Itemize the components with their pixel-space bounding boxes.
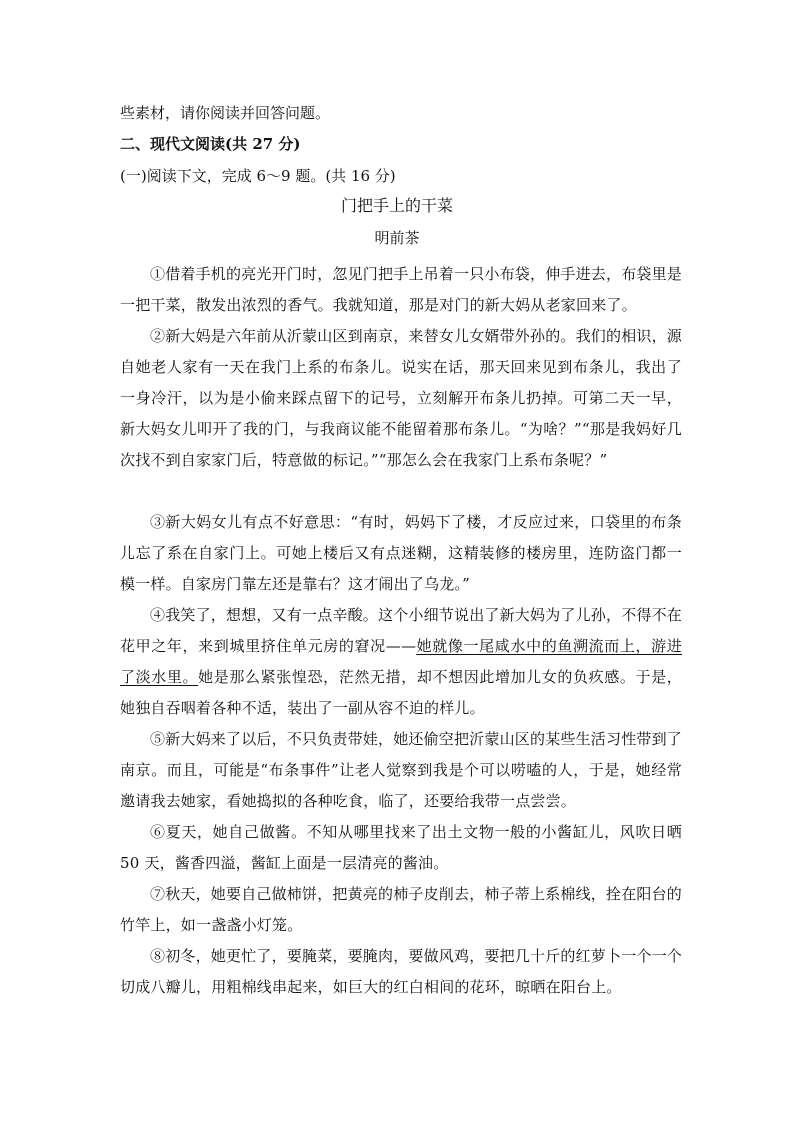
paragraph-2: ②新大妈是六年前从沂蒙山区到南京，来替女儿女婿带外孙的。我们的相识，源自她老人家有一天在我门上系的布条儿。说实在话，那天回来见到布条儿，我出了一身冷汗，以为是小偷来踩点留下的记号，立刻解开布条儿扔掉。可第二天一早，新大妈女儿叩开了我的门，与我商议能不能留着那布条儿。“为啥？”“那是我妈好几次找不到自家家门后，特意做的标记。”“那怎么会在我家门上系布条呢？” xyxy=(120,327,683,469)
section-heading: 二、现代文阅读(共 27 分) xyxy=(120,135,301,153)
paragraph-5: ⑤新大妈来了以后，不只负责带娃，她还偷空把沂蒙山区的某些生活习性带到了南京。而且，可能是“布条事件”让老人觉察到我是个可以唠嗑的人，于是，她经常邀请我去她家，看她捣拟的各种吃食，临了，还要给我带一点尝尝。 xyxy=(120,730,683,810)
continuation-line: 些素材，请你阅读并回答问题。 xyxy=(120,104,331,122)
paragraph-8: ⑧初冬，她更忙了，要腌菜，要腌肉，要做风鸡，要把几十斤的红萝卜一个一个切成八瓣儿，用粗棉线串起来，如巨大的红白相间的花环，晾晒在阳台上。 xyxy=(120,947,683,996)
paragraph-3: ③新大妈女儿有点不好意思：“有时，妈妈下了楼，才反应过来，口袋里的布条儿忘了系在自家门上。可她上楼后又有点迷糊，这精装修的楼房里，连防盗门都一模一样。自家房门靠左还是靠右？这才闹出了乌龙。” xyxy=(120,513,682,593)
paragraph-4-text-after: 她是那么紧张惶恐，茫然无措，却不想因此增加儿女的负疚感。于是，她独自吞咽着各种不适，装出了一副从容不迫的样儿。 xyxy=(120,668,682,717)
article-author: 明前茶 xyxy=(374,229,420,247)
paragraph-4 xyxy=(120,600,682,724)
article-title: 门把手上的干菜 xyxy=(340,196,453,215)
paragraph-6: ⑥夏天，她自己做酱。不知从哪里找来了出土文物一般的小酱缸儿，风吹日晒 50 天，酱香四溢，酱缸上面是一层清亮的酱油。 xyxy=(120,823,682,872)
paragraph-7: ⑦秋天，她要自己做柿饼，把黄亮的柿子皮削去，柿子蒂上系棉线，拴在阳台的竹竿上，如一盏盏小灯笼。 xyxy=(120,885,683,934)
paragraph-1: ①借着手机的亮光开门时，忽见门把手上吊着一只小布袋，伸手进去，布袋里是一把干菜，散发出浓烈的香气。我就知道，那是对门的新大妈从老家回来了。 xyxy=(120,265,683,314)
paragraph-4-underlined-sentence: 她就像一尾咸水中的鱼溯流而上，游进了淡水里。 xyxy=(120,637,682,686)
sub-heading: (一)阅读下文，完成 6～9 题。(共 16 分) xyxy=(120,167,396,185)
paragraph-4-text-before: ④我笑了，想想，又有一点辛酸。这个小细节说出了新大妈为了儿孙，不得不在花甲之年，来到城里挤住单元房的窘况—— xyxy=(120,606,683,655)
